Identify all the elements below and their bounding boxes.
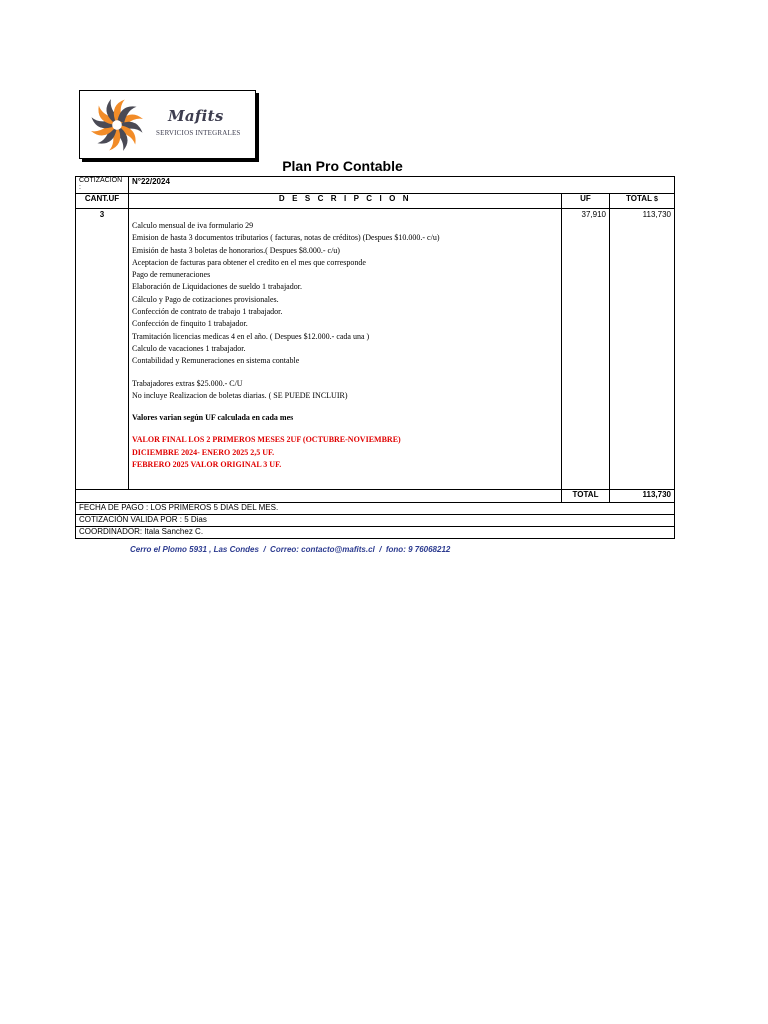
uf-value-cell: 37,910 xyxy=(562,209,610,490)
coordinator-row xyxy=(76,527,675,539)
list-item: FEBRERO 2025 VALOR ORIGINAL 3 UF. xyxy=(132,460,282,470)
list-item: Emisión de hasta 3 boletas de honorarios.( Despues $8.000.- c/u) xyxy=(132,245,340,255)
header-total xyxy=(610,194,675,209)
list-item: Calculo de vacaciones 1 trabajador. xyxy=(132,343,246,353)
total-row xyxy=(76,490,675,503)
coordinator: COORDINADOR: Itala Sanchez C. xyxy=(76,527,675,539)
services-list xyxy=(132,220,558,368)
quote-number-row xyxy=(76,177,675,194)
list-item: Elaboración de Liquidaciones de sueldo 1 trabajador. xyxy=(132,282,302,292)
contact-footer: Cerro el Plomo 5931 , Las Condes / Correo: contacto@mafits.cl / fono: 9 76068212 xyxy=(130,545,451,554)
list-item: VALOR FINAL LOS 2 PRIMEROS MESES 2UF (OCTUBRE-NOVIEMBRE) xyxy=(132,435,401,445)
logo-subtitle: SERVICIOS INTEGRALES xyxy=(156,129,241,137)
payment-date-row xyxy=(76,503,675,515)
page-title: Plan Pro Contable xyxy=(282,158,403,174)
list-item: Aceptacion de facturas para obtener el credito en el mes que corresponde xyxy=(132,257,366,267)
list-item: Confección de finquito 1 trabajador. xyxy=(132,319,248,329)
total-value-cell: 113,730 xyxy=(610,209,675,490)
description-cell xyxy=(129,209,562,490)
header-uf: UF xyxy=(562,194,610,209)
list-item: Calculo mensual de iva formulario 29 xyxy=(132,221,254,230)
list-item: Tramitación licencias medicas 4 en el año. ( Despues $12.000.- cada una ) xyxy=(132,331,370,341)
list-item: Emision de hasta 3 documentos tributarios ( facturas, notas de créditos) (Despues $10.000.- c/u) xyxy=(132,233,440,243)
uf-note: Valores varian según UF calculada en cada mes xyxy=(132,413,294,423)
quote-number-label: COTIZACION : xyxy=(76,177,129,194)
list-item: DICIEMBRE 2024- ENERO 2025 2,5 UF. xyxy=(132,447,275,457)
table-header xyxy=(76,194,675,209)
list-item: No incluye Realizacion de boletas diarias. ( SE PUEDE INCLUIR) xyxy=(132,390,348,400)
grand-total: 113,730 xyxy=(610,490,675,503)
payment-date: FECHA DE PAGO : LOS PRIMEROS 5 DIAS DEL MES. xyxy=(76,503,675,515)
header-qty: CANT.UF xyxy=(76,194,129,209)
total-label: TOTAL xyxy=(562,490,610,503)
list-item: Trabajadores extras $25.000.- C/U xyxy=(132,378,243,388)
extras-list xyxy=(132,378,558,403)
quote-validity: COTIZACIÓN VALIDA POR : 5 Dias xyxy=(76,515,675,527)
table-row xyxy=(76,209,675,490)
quote-number-value: N°22/2024 xyxy=(129,177,675,194)
header-total-label: TOTAL xyxy=(626,194,652,203)
list-item: Pago de remuneraciones xyxy=(132,270,211,280)
currency-symbol: $ xyxy=(654,196,658,203)
list-item: Contabilidad y Remuneraciones en sistema contable xyxy=(132,356,300,366)
logo-name: Mafits xyxy=(168,107,224,125)
quote-table xyxy=(75,176,675,539)
company-logo xyxy=(79,90,256,159)
quantity-cell: 3 xyxy=(76,209,129,490)
pinwheel-icon xyxy=(86,94,148,156)
offers-list xyxy=(132,434,558,471)
list-item: Confección de contrato de trabajo 1 trabajador. xyxy=(132,307,283,317)
list-item: Cálculo y Pago de cotizaciones provisionales. xyxy=(132,294,279,304)
validity-row xyxy=(76,515,675,527)
header-description: D E S C R I P C I O N xyxy=(129,194,562,209)
